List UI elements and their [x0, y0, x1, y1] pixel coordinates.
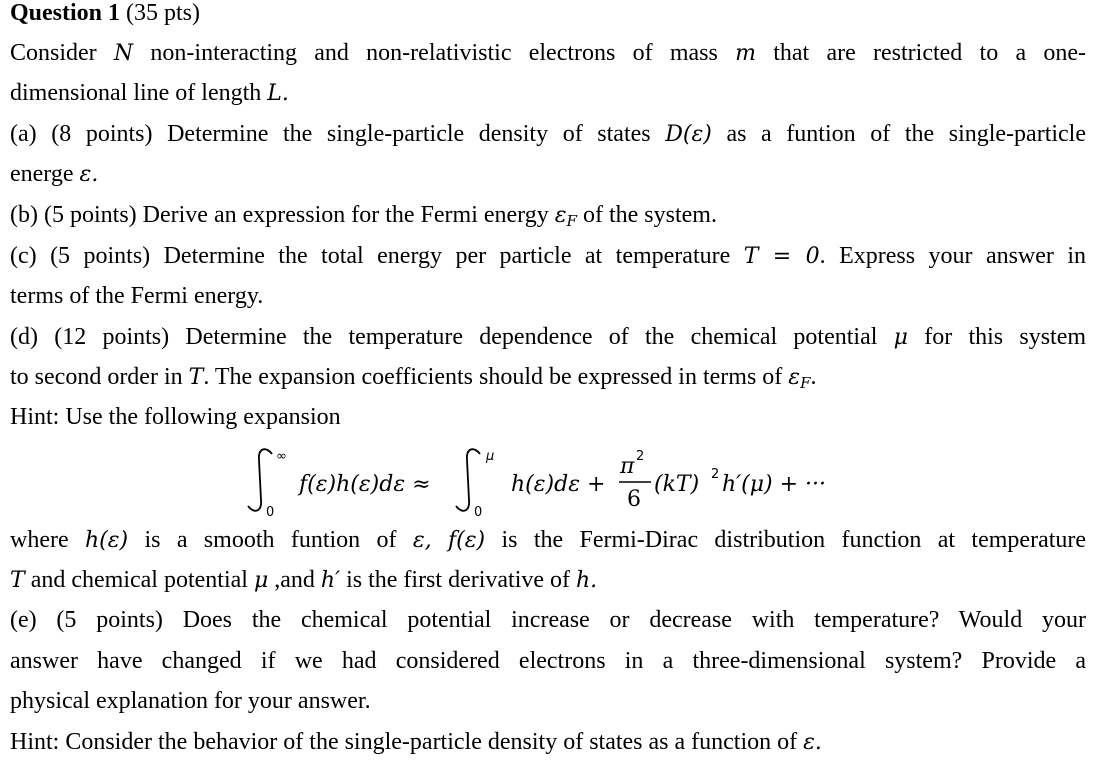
math-T-equals-zero: T = 0	[743, 244, 820, 269]
integral-upper-limit: μ	[486, 449, 495, 464]
integral-lower-limit: 0	[474, 505, 483, 520]
where-text: is a smooth funtion of	[144, 527, 397, 553]
fraction-numerator: π	[620, 454, 635, 479]
math-N: N	[113, 41, 134, 66]
part-a-text: as a funtion of the single-particle	[726, 121, 1087, 147]
part-d-text: to second order in	[10, 364, 183, 390]
math-fermi-energy	[788, 365, 810, 390]
math-h-prime: h′	[320, 568, 341, 593]
part-e-hint	[10, 727, 822, 758]
hint-text: Hint: Use the following expansion	[10, 404, 341, 430]
intro-text: that are restricted to a one-	[773, 40, 1086, 66]
equation-term: (kT)	[654, 472, 700, 497]
integrand: f(ε)h(ε)dε ≈	[299, 472, 431, 497]
intro-text: Consider	[10, 40, 97, 66]
part-c-text: terms of the Fermi energy.	[10, 283, 264, 309]
part-e-text: answer have changed if we had considered electrons in a three-dimensional system? Provide a	[10, 648, 1086, 674]
math-m: m	[735, 41, 756, 66]
part-b-text: (b) (5 points) Derive an expression for the Fermi energy	[10, 202, 549, 228]
part-a-line-1	[10, 119, 1086, 150]
math-epsilon: ε	[788, 365, 801, 390]
hint-text: Hint: Consider the behavior of the single-particle density of states as a function of	[10, 729, 798, 755]
integrand: h(ε)dε +	[511, 472, 606, 497]
math-T: T	[10, 568, 25, 593]
intro-text: dimensional line of length	[10, 80, 262, 106]
math-epsilon: ε.	[79, 162, 99, 187]
math-subscript: F	[566, 212, 577, 230]
part-d-text: .	[810, 364, 817, 390]
part-b-line	[10, 200, 717, 236]
math-h: h.	[576, 568, 598, 593]
part-c-line-2	[10, 281, 263, 311]
part-d-line-2	[10, 362, 817, 398]
math-epsilon: ε,	[412, 528, 432, 553]
part-c-text: . Express your answer in	[819, 243, 1087, 269]
math-h: h(ε)	[84, 528, 129, 553]
part-c-line-1	[10, 241, 1086, 272]
question-points: (35 pts)	[126, 0, 201, 26]
integral-sign	[456, 449, 480, 511]
where-line-1	[10, 525, 1086, 556]
integral-lower-limit: 0	[266, 505, 275, 520]
intro-line-1	[10, 38, 1086, 69]
sommerfeld-expansion-equation	[0, 440, 1094, 520]
math-fermi-energy	[555, 203, 577, 228]
part-d-line-1	[10, 322, 1086, 353]
part-d-text: . The expansion coefficients should be expressed in terms of	[203, 364, 783, 390]
part-e-text: (e) (5 points) Does the chemical potential increase or decrease with temperature? Would your	[10, 607, 1086, 633]
part-d-text: (d) (12 points) Determine the temperature dependence of the chemical potential	[10, 324, 878, 350]
part-a-text: (a) (8 points) Determine the single-particle density of states	[10, 121, 651, 147]
part-a-line-2	[10, 159, 98, 190]
fraction-denominator: 6	[627, 487, 641, 512]
integral-sign	[248, 449, 272, 511]
where-text: is the first derivative of	[346, 567, 571, 593]
math-f: f(ε)	[448, 528, 486, 553]
part-e-line-2	[10, 646, 1086, 676]
part-d-hint	[10, 402, 341, 432]
part-e-text: physical explanation for your answer.	[10, 688, 371, 714]
where-line-2	[10, 565, 597, 596]
question-heading	[10, 0, 200, 28]
integral-upper-limit: ∞	[276, 449, 287, 464]
where-text: and chemical potential	[30, 567, 248, 593]
math-T: T	[188, 365, 204, 390]
intro-line-2	[10, 78, 289, 109]
fraction-exponent: 2	[636, 449, 645, 464]
math-mu: μ	[893, 325, 908, 350]
math-epsilon: ε.	[803, 730, 822, 755]
where-text: ,and	[274, 567, 315, 593]
equation-exponent: 2	[711, 467, 720, 482]
part-c-text: (c) (5 points) Determine the total energy per particle at temperature	[10, 243, 731, 269]
part-e-line-3	[10, 686, 371, 716]
where-text: is the Fermi-Dirac distribution function at temperature	[501, 527, 1087, 553]
math-L: L.	[267, 81, 289, 106]
question-title: Question 1	[10, 0, 121, 26]
math-subscript: F	[800, 374, 811, 392]
part-e-line-1	[10, 605, 1086, 635]
part-b-text: of the system.	[582, 202, 717, 228]
part-d-text: for this system	[924, 324, 1087, 350]
math-epsilon: ε	[554, 203, 567, 228]
intro-text: non-interacting and non-relativistic electrons of mass	[150, 40, 718, 66]
math-mu: μ	[253, 568, 269, 593]
equation-term: h′(μ) + ···	[722, 472, 827, 497]
part-a-text: energe	[10, 161, 74, 187]
math-density-of-states: D(ε)	[665, 122, 712, 147]
where-text: where	[10, 527, 69, 553]
